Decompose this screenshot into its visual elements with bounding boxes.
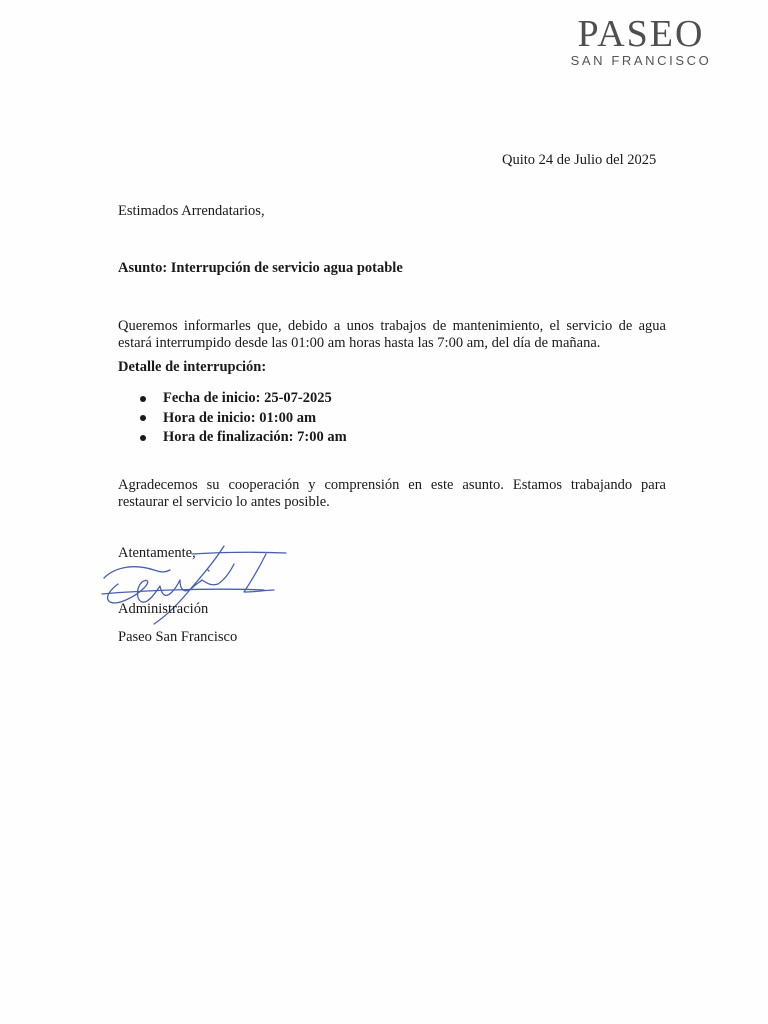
bullet-icon — [140, 435, 146, 441]
letter-body-paragraph-2: Agradecemos su cooperación y comprensión en este asunto. Estamos trabajando para restaurar el servicio lo antes posible. — [118, 477, 666, 510]
detail-item-start-date — [140, 389, 347, 409]
logo-subtitle: SAN FRANCISCO — [570, 53, 712, 68]
letter-date: Quito 24 de Julio del 2025 — [502, 152, 657, 168]
letter-subject: Asunto: Interrupción de servicio agua potable — [118, 260, 403, 276]
letter-body-paragraph-1: Queremos informarles que, debido a unos trabajos de mantenimiento, el servicio de agua estará interrumpido desde las 01:00 am horas hasta las 7:00 am, del día de mañana. — [118, 318, 666, 351]
detail-item-text: Fecha de inicio: 25-07-2025 — [163, 390, 332, 406]
bullet-icon — [140, 415, 146, 421]
signer-company: Paseo San Francisco — [118, 629, 238, 645]
detail-item-text: Hora de inicio: 01:00 am — [163, 409, 317, 426]
letter-greeting: Estimados Arrendatarios, — [118, 203, 265, 219]
bullet-icon — [140, 396, 146, 402]
interruption-detail-list — [140, 389, 347, 448]
logo-wordmark: PASEO — [577, 13, 705, 55]
signer-department: Administración — [118, 601, 209, 617]
letter-closing: Atentamente, — [118, 545, 196, 561]
detail-item-text: Hora de finalización: 7:00 am — [163, 429, 347, 445]
interruption-detail-title: Detalle de interrupción: — [118, 359, 267, 375]
paseo-san-francisco-logo — [556, 14, 726, 68]
detail-item-end-time — [140, 428, 347, 448]
detail-item-start-time — [140, 409, 347, 429]
